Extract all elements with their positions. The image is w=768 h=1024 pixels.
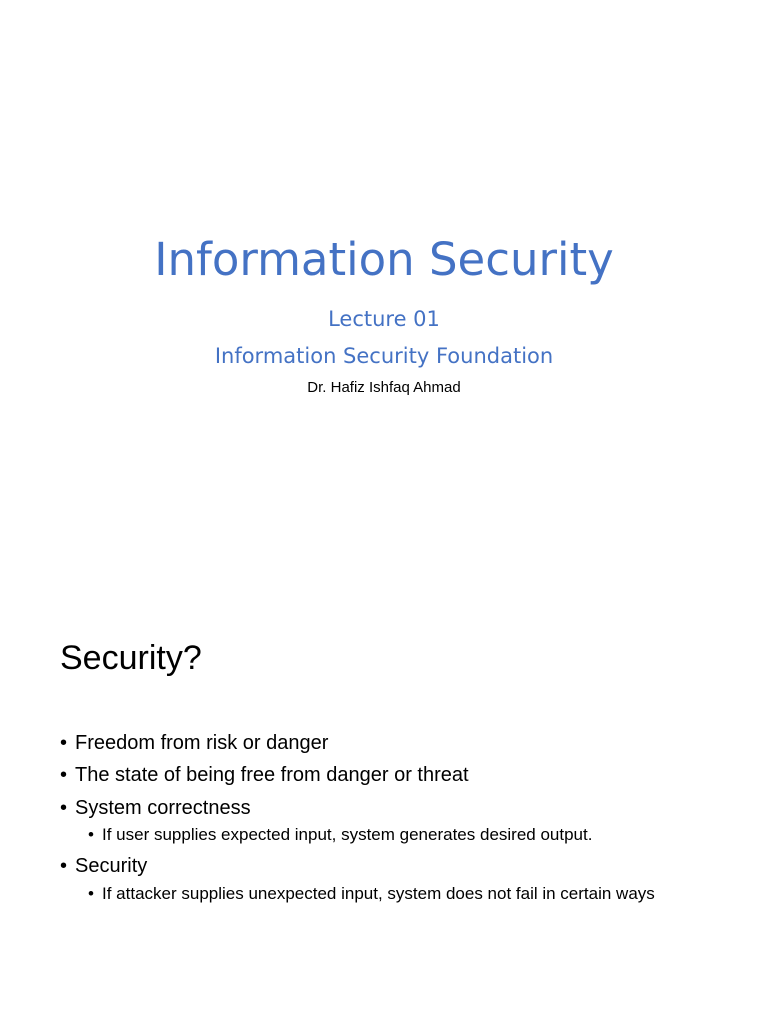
presentation-title: Information Security [154,233,614,286]
author-name: Dr. Hafiz Ishfaq Ahmad [307,379,461,396]
bullet-text: Freedom from risk or danger [75,732,329,754]
sub-bullet-text: If user supplies expected input, system generates desired output. [102,825,593,844]
bullet-marker: • [60,764,68,786]
lecture-subtitle: Information Security Foundation [214,344,554,368]
content-slide [0,576,768,1024]
bullet-item [60,794,251,822]
bullet-marker: • [60,732,68,754]
bullet-marker: • [60,855,68,877]
bullet-item [60,761,469,789]
bullet-item [60,729,328,757]
sub-bullet-item [88,825,678,845]
bullet-text: Security [75,855,148,877]
bullet-marker: • [88,825,94,844]
slide-title: Security? [60,639,202,677]
bullet-marker: • [60,797,68,819]
bullet-text: System correctness [75,797,251,819]
bullet-marker: • [88,884,94,903]
sub-bullet-text: If attacker supplies unexpected input, system does not fail in certain ways [102,884,655,903]
sub-bullet-item [88,884,678,904]
bullet-item [60,852,147,880]
lecture-number: Lecture 01 [328,307,440,331]
bullet-text: The state of being free from danger or threat [75,764,469,786]
